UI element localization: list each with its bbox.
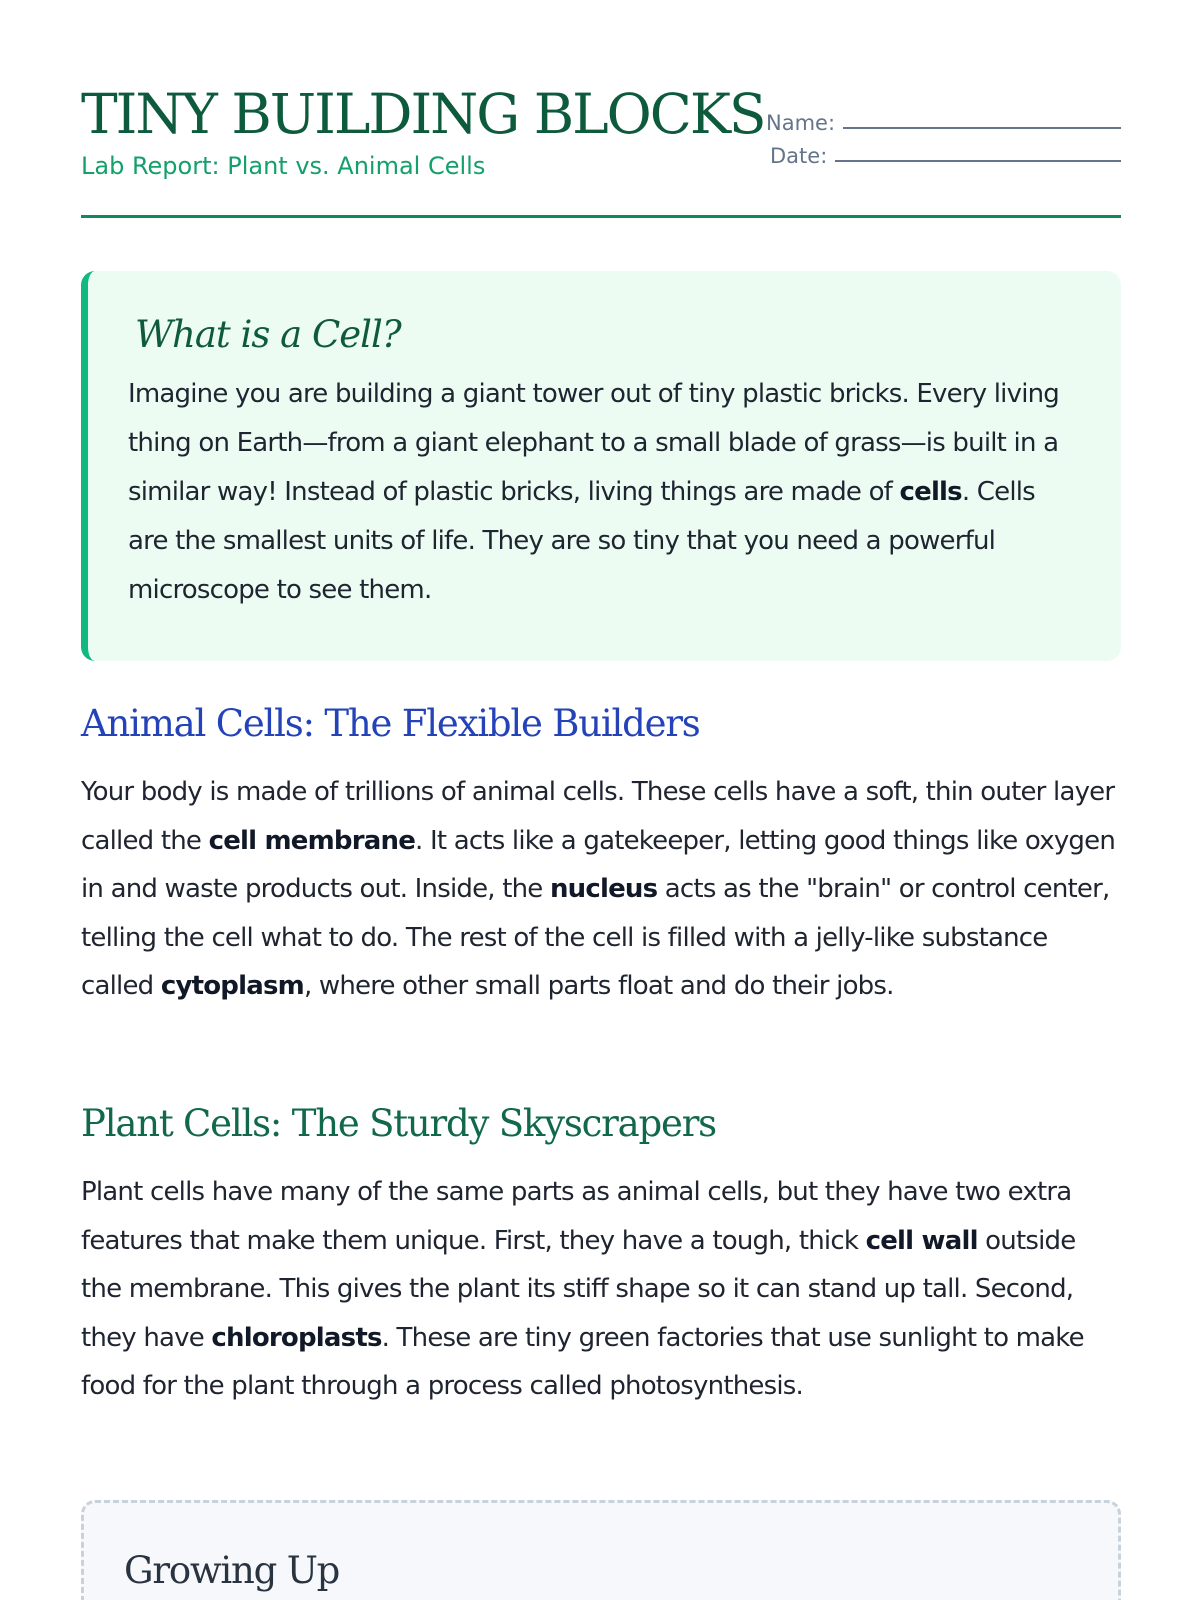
date-row — [766, 135, 1121, 168]
animal-text-4: , where other small parts float and do their jobs. — [303, 971, 894, 1001]
growing-up-box — [81, 1500, 1121, 1600]
animal-text-1: Your body is made of trillions of animal cells. These cells have a soft, thin outer layer called the — [81, 777, 1115, 856]
plant-cells-paragraph — [81, 1168, 1121, 1411]
intro-text-2: . Cells are the smallest units of life. They are so tiny that you need a powerful microscope to see them. — [128, 477, 1035, 605]
page-title: TINY BUILDING BLOCKS — [81, 82, 765, 146]
date-field-line[interactable] — [835, 160, 1121, 162]
name-field-line[interactable] — [843, 127, 1121, 129]
term-cell-wall: cell wall — [865, 1225, 978, 1256]
plant-cells-heading: Plant Cells: The Sturdy Skyscrapers — [81, 1102, 716, 1145]
term-nucleus: nucleus — [549, 874, 658, 904]
term-cytoplasm: cytoplasm — [160, 971, 304, 1001]
name-row — [766, 102, 1121, 135]
intro-text-1: Imagine you are building a giant tower out of tiny plastic bricks. Every living thing on Earth—from a giant elephant to a small blade of grass—is built in a similar way! Instead of plastic bricks, living things are made of — [128, 379, 1059, 507]
animal-cells-heading: Animal Cells: The Flexible Builders — [81, 702, 700, 745]
term-chloroplasts: chloroplasts — [211, 1322, 382, 1353]
animal-cells-paragraph — [81, 768, 1121, 1011]
plant-text-2: outside the membrane. This gives the plant its stiff shape so it can stand up tall. Second, they have — [81, 1225, 1076, 1353]
date-label: Date: — [770, 144, 828, 168]
page-subtitle: Lab Report: Plant vs. Animal Cells — [81, 152, 486, 180]
animal-text-3: acts as the "brain" or control center, telling the cell what to do. The rest of the cell is filled with a jelly-like substance called — [81, 874, 1110, 1001]
plant-text-1: Plant cells have many of the same parts as animal cells, but they have two extra features that make them unique. First, they have a tough, thick — [81, 1177, 1072, 1256]
intro-heading: What is a Cell? — [135, 313, 401, 356]
term-cell-membrane: cell membrane — [208, 825, 416, 856]
intro-term-cells: cells — [899, 477, 962, 507]
header — [81, 80, 1121, 218]
name-label: Name: — [766, 111, 836, 135]
student-info — [766, 102, 1121, 168]
plant-text-3: . These are tiny green factories that use sunlight to make food for the plant through a process called photosynthesis. — [81, 1322, 1084, 1401]
intro-paragraph — [128, 370, 1081, 615]
animal-text-2: . It acts like a gatekeeper, letting good things like oxygen in and waste products out. Inside, the — [81, 825, 1115, 904]
intro-callout — [81, 271, 1121, 661]
growing-up-heading: Growing Up — [124, 1549, 340, 1592]
